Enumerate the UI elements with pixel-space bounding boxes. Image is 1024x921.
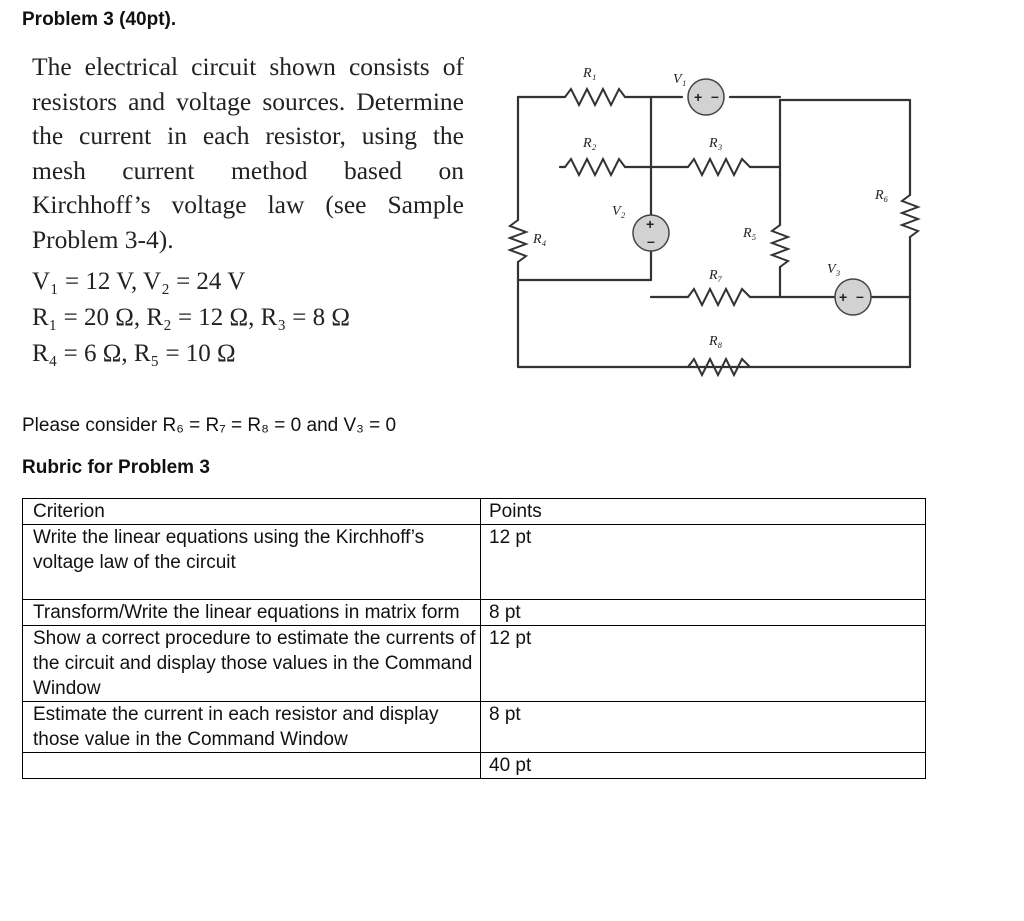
table-total-row (23, 753, 926, 779)
given-values-r1-r3: R₁ = 20 Ω, R₂ = 12 Ω, R₃ = 8 Ω (32, 304, 350, 331)
assumption-note: Please consider R₆ = R₇ = R₈ = 0 and V₃ = 0 (22, 415, 397, 436)
v2-plus-sign: + (646, 216, 655, 232)
rubric-table (22, 498, 926, 779)
total-criterion-cell (23, 753, 481, 779)
v2-minus-sign: – (647, 233, 655, 249)
label-r3: R₃ (709, 136, 723, 151)
header-points: Points (481, 499, 926, 525)
resistor-r5 (772, 225, 788, 267)
circuit-diagram (505, 55, 925, 385)
table-row (23, 600, 926, 626)
label-r2: R₂ (583, 136, 597, 151)
v1-plus-sign: + (694, 89, 703, 105)
table-header-row (23, 499, 926, 525)
v3-plus-sign: + (839, 289, 848, 305)
v3-minus-sign: – (856, 288, 864, 304)
criterion-cell: Write the linear equations using the Kirchhoff’s voltage law of the circuit (23, 525, 481, 600)
points-cell: 8 pt (481, 600, 926, 626)
label-v2: V₂ (612, 204, 626, 219)
table-row (23, 525, 926, 600)
criterion-cell: Estimate the current in each resistor and display those value in the Command Window (23, 702, 481, 753)
label-r5: R₅ (743, 226, 757, 241)
table-row (23, 626, 926, 702)
resistor-r1 (565, 89, 625, 105)
wire-right-top (780, 100, 910, 195)
rubric-title: Rubric for Problem 3 (22, 457, 210, 478)
given-values-voltages: V₁ = 12 V, V₂ = 24 V (32, 268, 246, 295)
resistor-r7 (688, 289, 750, 305)
label-v1: V₁ (673, 72, 687, 87)
label-r4: R₄ (533, 232, 547, 247)
points-cell: 8 pt (481, 702, 926, 753)
header-criterion: Criterion (23, 499, 481, 525)
label-v3: V₃ (827, 262, 841, 277)
points-cell: 12 pt (481, 525, 926, 600)
total-points-cell: 40 pt (481, 753, 926, 779)
criterion-cell: Transform/Write the linear equations in matrix form (23, 600, 481, 626)
resistor-r4 (510, 220, 526, 262)
problem-statement: The electrical circuit shown consists of resistors and voltage sources. Determine the current in each resistor, using the mesh current method based on Kirchhoff’s voltage law (see Sample Problem 3-4). (32, 52, 464, 254)
resistor-r6 (902, 195, 918, 237)
given-values-r4-r5: R₄ = 6 Ω, R₅ = 10 Ω (32, 340, 236, 367)
problem-title: Problem 3 (40pt). (22, 9, 177, 30)
table-row (23, 702, 926, 753)
label-r1: R₁ (583, 66, 597, 81)
points-cell: 12 pt (481, 626, 926, 702)
resistor-r3 (688, 159, 750, 175)
v1-minus-sign: – (711, 88, 719, 104)
wire-v2-branch (518, 97, 651, 280)
resistor-r2 (565, 159, 625, 175)
label-r8: R₈ (709, 334, 723, 349)
label-r7: R₇ (709, 268, 723, 283)
label-r6: R₆ (875, 188, 889, 203)
criterion-cell: Show a correct procedure to estimate the currents of the circuit and display those values in the Command Window (23, 626, 481, 702)
